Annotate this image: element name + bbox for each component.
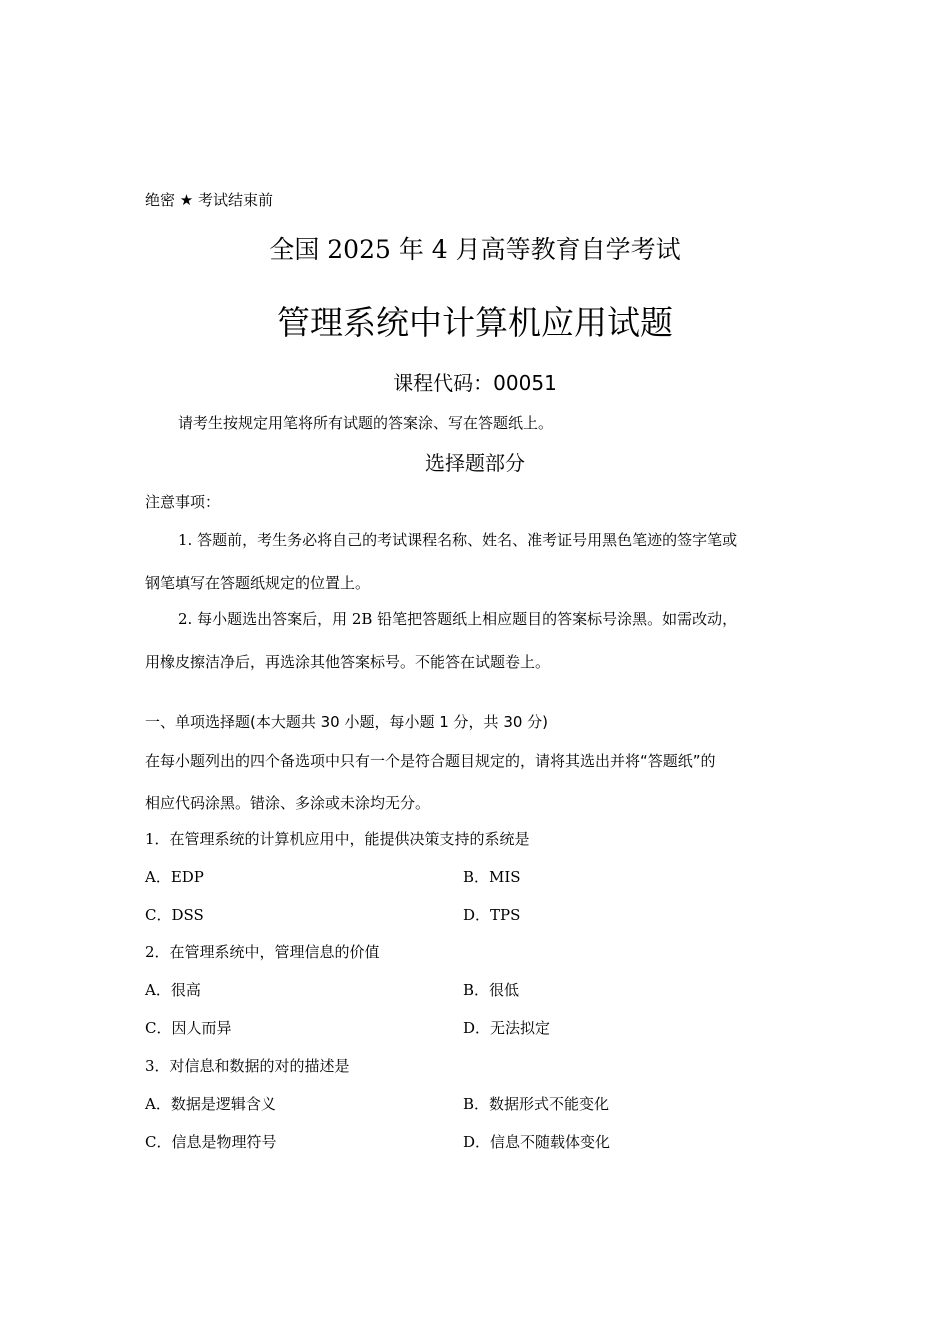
option-c: C．信息是物理符号 xyxy=(145,1133,277,1151)
note-line: 钢笔填写在答题纸规定的位置上。 xyxy=(145,574,371,592)
option-a: A．很高 xyxy=(145,981,201,999)
notes-title: 注意事项： xyxy=(145,493,221,511)
option-d: D．TPS xyxy=(463,906,521,924)
confidential-label: 绝密 ★ 考试结束前 xyxy=(145,191,273,209)
exam-title: 全国 2025 年 4 月高等教育自学考试 xyxy=(269,235,681,264)
option-a: A．数据是逻辑含义 xyxy=(145,1095,276,1113)
note-line: 1. 答题前，考生务必将自己的考试课程名称、姓名、准考证号用黑色笔迹的签字笔或 xyxy=(178,531,738,549)
option-c: C．因人而异 xyxy=(145,1019,232,1037)
note-line: 2. 每小题选出答案后，用 2B 铅笔把答题纸上相应题目的答案标号涂黑。如需改动， xyxy=(178,610,738,628)
option-b: B．MIS xyxy=(463,868,521,886)
note-line: 用橡皮擦洁净后，再选涂其他答案标号。不能答在试题卷上。 xyxy=(145,653,551,671)
option-d: D．信息不随载体变化 xyxy=(463,1133,611,1151)
question-stem: 1．在管理系统的计算机应用中，能提供决策支持的系统是 xyxy=(145,830,530,848)
section-description: 相应代码涂黑。错涂、多涂或未涂均无分。 xyxy=(145,794,431,812)
subject-title: 管理系统中计算机应用试题 xyxy=(277,303,673,342)
option-d: D．无法拟定 xyxy=(463,1019,551,1037)
section-description: 在每小题列出的四个备选项中只有一个是符合题目规定的，请将其选出并将“答题纸”的 xyxy=(145,752,716,770)
section-title: 一、单项选择题(本大题共 30 小题，每小题 1 分，共 30 分) xyxy=(145,713,549,731)
part-title: 选择题部分 xyxy=(425,451,525,475)
option-c: C．DSS xyxy=(145,906,204,924)
option-b: B．数据形式不能变化 xyxy=(463,1095,610,1113)
answer-instruction: 请考生按规定用笔将所有试题的答案涂、写在答题纸上。 xyxy=(178,414,554,432)
course-code: 课程代码：00051 xyxy=(393,371,557,395)
option-a: A．EDP xyxy=(145,868,204,886)
question-stem: 2．在管理系统中，管理信息的价值 xyxy=(145,943,380,961)
option-b: B．很低 xyxy=(463,981,520,999)
question-stem: 3．对信息和数据的对的描述是 xyxy=(145,1057,350,1075)
